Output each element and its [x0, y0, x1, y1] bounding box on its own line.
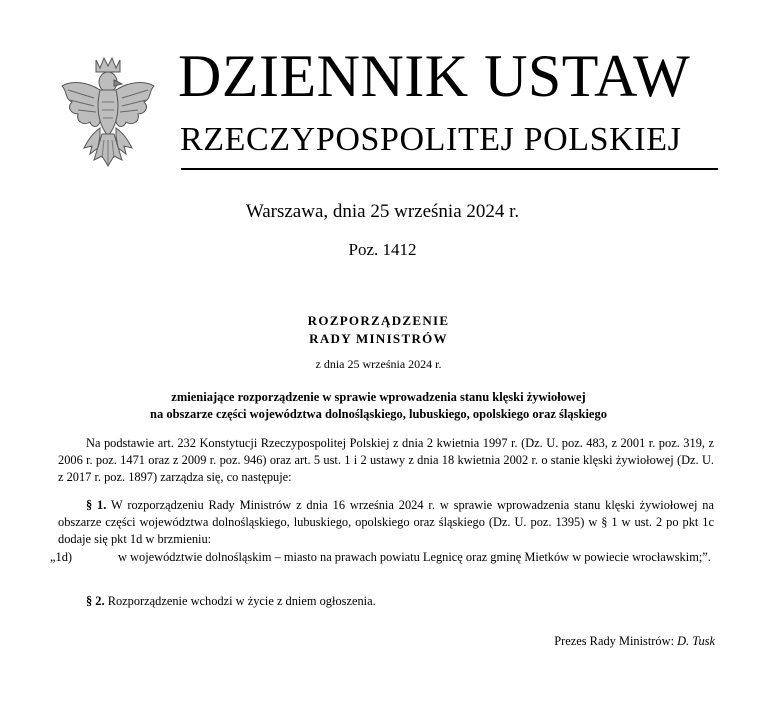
- act-subject-line2: na obszarze części województwa dolnośląskiego, lubuskiego, opolskiego oraz śląskiego: [150, 407, 607, 421]
- section-2-paragraph: [58, 593, 714, 610]
- signature-role: Prezes Rady Ministrów:: [554, 634, 678, 648]
- section-2-label: § 2.: [86, 594, 105, 608]
- preamble-paragraph: [58, 435, 714, 486]
- signature-name: D. Tusk: [677, 634, 715, 648]
- publication-place-date: Warszawa, dnia 25 września 2024 r.: [245, 201, 520, 222]
- polish-eagle-emblem-icon: [58, 52, 158, 170]
- section-1-text: W rozporządzeniu Rady Ministrów z dnia 16 września 2024 r. w sprawie wprowadzenia stanu klęski żywiołowej na obszarze części województwa dolnośląskiego, lubuskiego, opolskiego oraz śląskiego (Dz. U. poz. 1395) w § 1 w ust. 2 po pkt 1c dodaje się pkt 1d w brzmieniu:: [58, 498, 714, 546]
- quoted-point-label: „1d): [50, 550, 73, 564]
- quoted-point-text: w województwie dolnośląskim – miasto na prawach powiatu Legnicę oraz gminę Mietków w powiecie wrocławskim;”.: [118, 550, 711, 564]
- publication-position: Poz. 1412: [348, 240, 417, 259]
- journal-title: DZIENNIK USTAW: [178, 43, 691, 109]
- act-subject-line1: zmieniające rozporządzenie w sprawie wprowadzenia stanu klęski żywiołowej: [171, 390, 586, 404]
- header-divider: [181, 168, 718, 170]
- preamble-text: Na podstawie art. 232 Konstytucji Rzeczypospolitej Polskiej z dnia 2 kwietnia 1997 r. (Dz. U. poz. 483, z 2001 r. poz. 319, z 2006 r. poz. 1471 oraz z 2009 r. poz. 946) oraz art. 5 ust. 1 i 2 ustawy z dnia 18 kwietnia 2002 r. o stanie klęski żywiołowej (Dz. U. z 2017 r. poz. 1897) zarządza się, co następuje:: [58, 436, 714, 484]
- journal-subtitle: RZECZYPOSPOLITEJ POLSKIEJ: [180, 121, 682, 158]
- quoted-point: [50, 549, 748, 566]
- act-date: z dnia 25 września 2024 r.: [315, 357, 442, 371]
- signature: [554, 634, 715, 649]
- section-1-paragraph: [58, 497, 714, 548]
- section-2-text: Rozporządzenie wchodzi w życie z dniem ogłoszenia.: [104, 594, 376, 608]
- act-issuer: RADY MINISTRÓW: [309, 331, 448, 346]
- section-1-label: § 1.: [86, 498, 107, 512]
- act-subject: [0, 389, 765, 423]
- act-type: ROZPORZĄDZENIE: [307, 313, 450, 328]
